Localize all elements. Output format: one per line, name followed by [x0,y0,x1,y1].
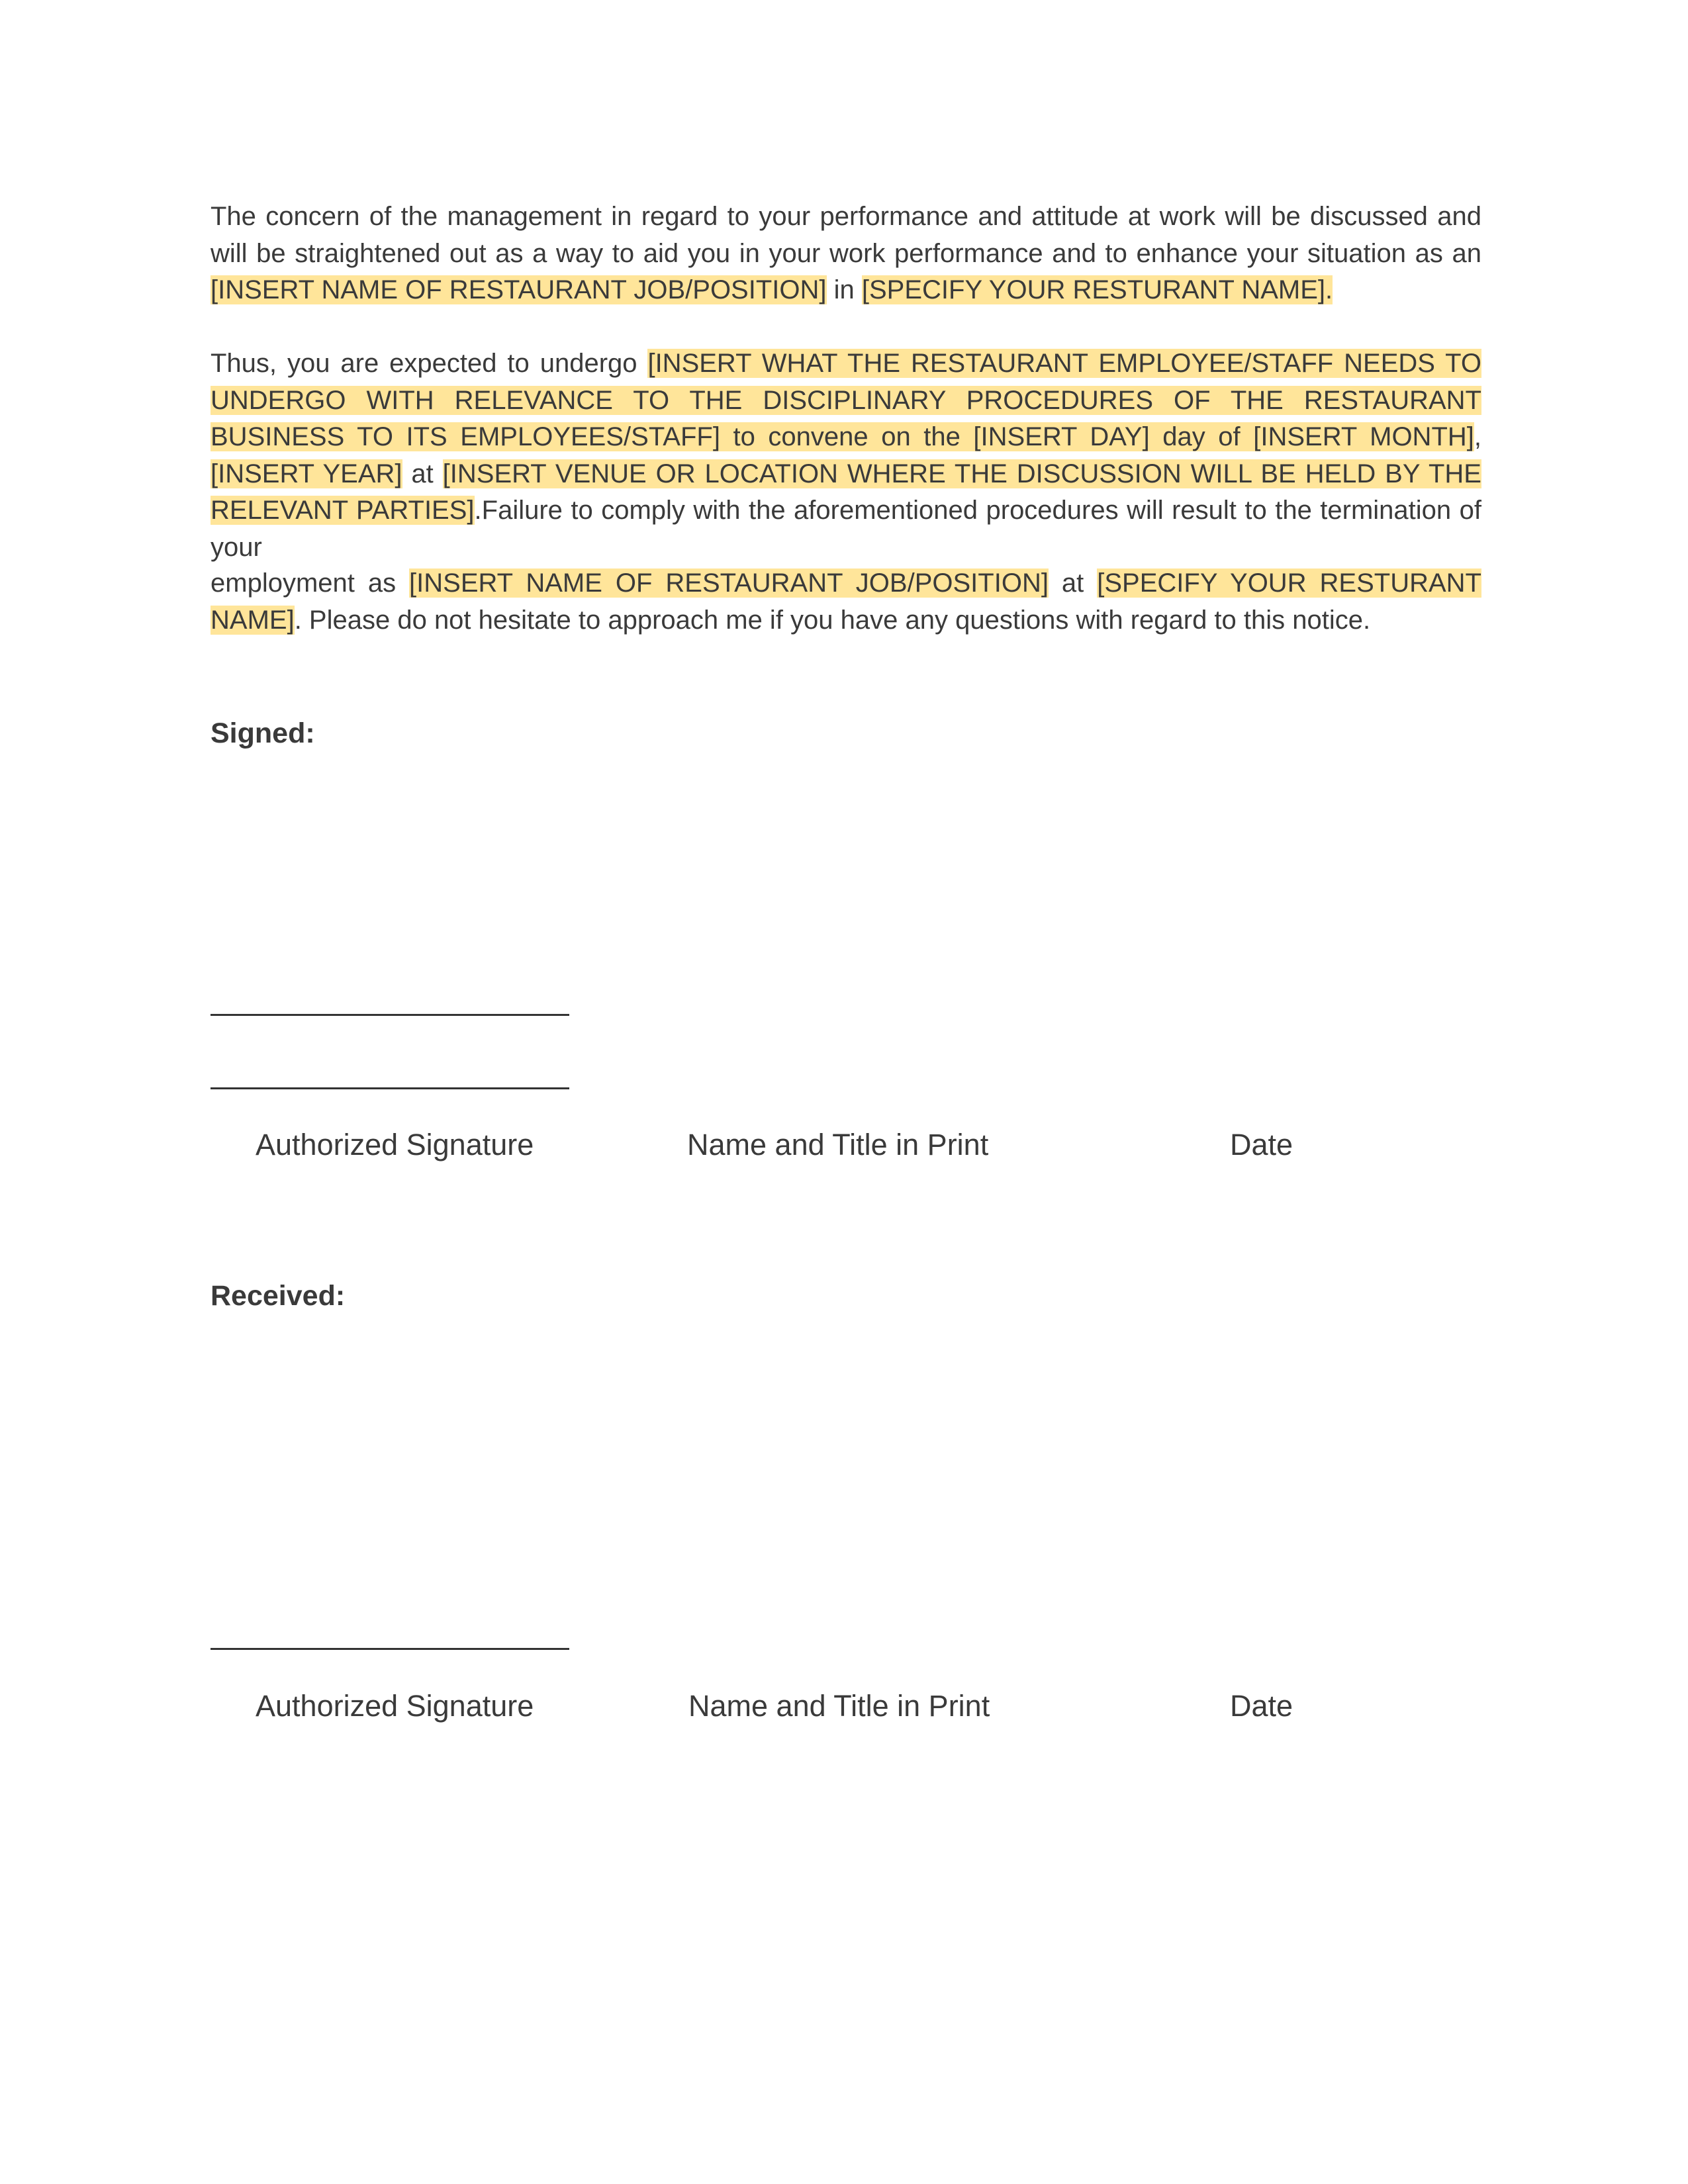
paragraph-text: employment as [211,569,410,598]
caption-date: Date [1230,1689,1293,1723]
paragraph-text: , [1474,422,1481,451]
placeholder-year: [INSERT YEAR] [211,459,402,488]
placeholder-undergo-procedure: [INSERT WHAT THE RESTAURANT EMPLOYEE/STAFF NEEDS TO UNDERGO WITH RELEVANCE TO THE DISCIPLINARY PROCEDURES OF THE RESTAURANT BUSINESS TO ITS EMPLOYEES/STAFF] to convene on the [INSERT DAY] day of [INSERT MONTH] [211,349,1481,451]
paragraph-procedures [211,345,1481,566]
placeholder-venue: [INSERT VENUE OR LOCATION WHERE THE DISCUSSION WILL BE HELD BY THE RELEVANT PARTIES] [211,459,1481,525]
placeholder-job-position: [INSERT NAME OF RESTAURANT JOB/POSITION] [211,275,827,304]
paragraph-employment [211,565,1481,639]
paragraph-concern [211,199,1481,309]
received-label: Received: [211,1280,346,1312]
caption-name-title: Name and Title in Print [688,1689,990,1723]
caption-authorized-signature: Authorized Signature [256,1689,534,1723]
signature-line[interactable] [211,1087,569,1089]
placeholder-restaurant-name: [SPECIFY YOUR RESTURANT NAME] [211,569,1481,635]
caption-name-title: Name and Title in Print [687,1128,989,1161]
paragraph-text: . Please do not hesitate to approach me if you have any questions with regard to this notice. [294,605,1371,635]
paragraph-text: at [1048,569,1098,598]
placeholder-restaurant-name: [SPECIFY YOUR RESTURANT NAME]. [861,275,1333,304]
caption-date: Date [1230,1128,1293,1161]
paragraph-text: The concern of the management in regard to your performance and attitude at work will be discussed and will be straightened out as a way to aid you in your work performance and to enhance your situation as an [211,202,1481,268]
paragraph-text: .Failure to comply with the aforementioned procedures will result to the termination of your [211,496,1481,562]
signature-line[interactable] [211,1648,569,1650]
caption-authorized-signature: Authorized Signature [256,1128,534,1161]
signature-line[interactable] [211,1014,569,1016]
signed-label: Signed: [211,717,315,749]
placeholder-job-position: [INSERT NAME OF RESTAURANT JOB/POSITION] [409,569,1049,598]
paragraph-text: at [402,459,443,488]
paragraph-text: in [826,275,862,304]
paragraph-text: Thus, you are expected to undergo [211,349,648,378]
